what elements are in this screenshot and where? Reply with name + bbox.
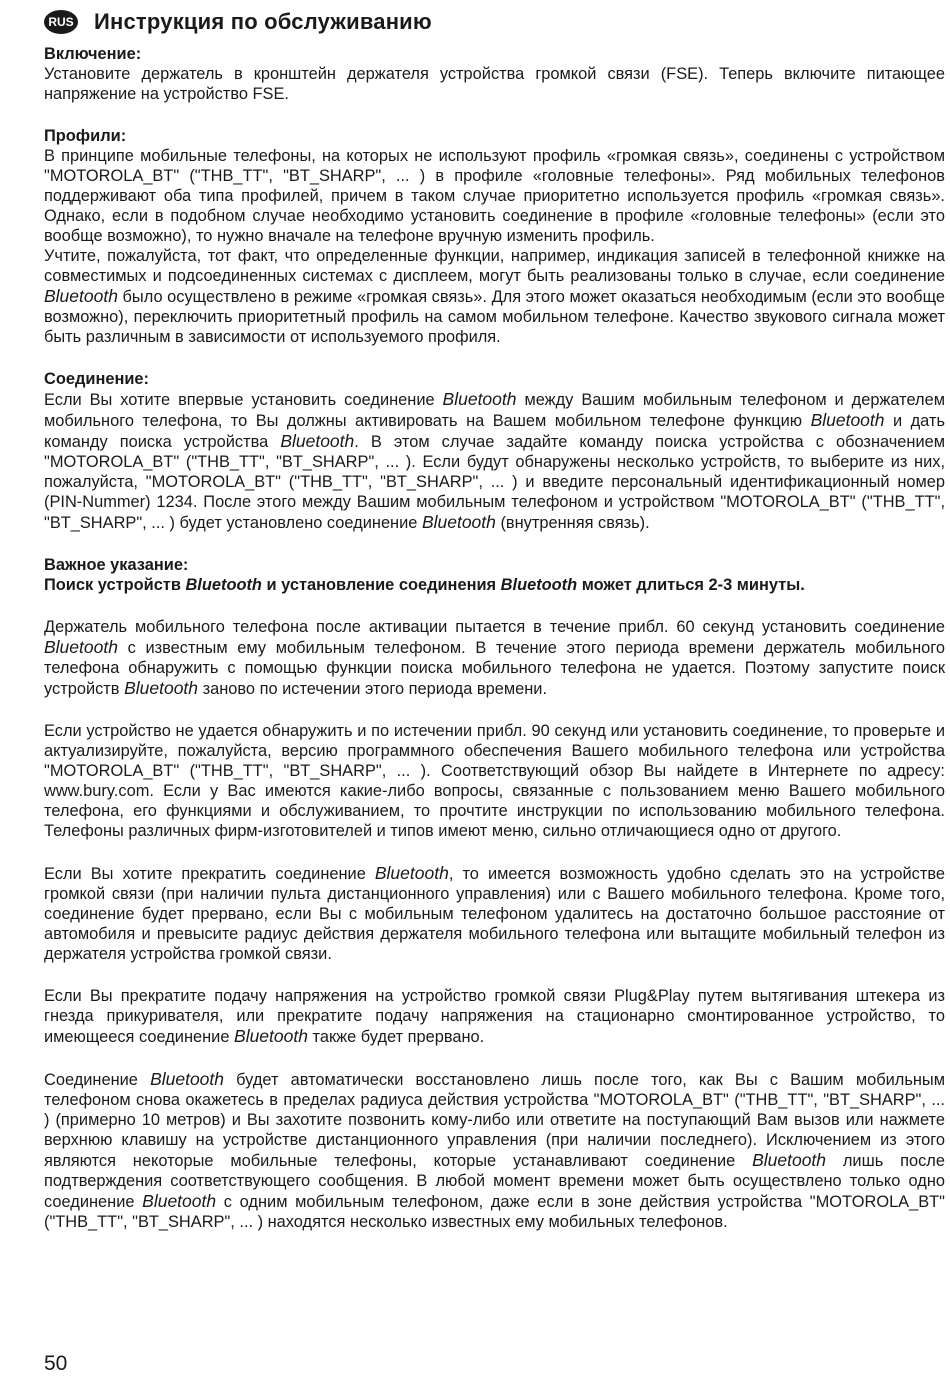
paragraph-connection: Если Вы хотите впервые установить соединение Bluetooth между Вашим мобильным телефоном и держателем мобильного телефона, то Вы должны активировать на Вашем мобильном телефоне функцию Bluetooth и дать команду поиска устройства Bluetooth. В этом случае задайте команду поиска устройства с обозначением "MOTOROLA_BT" ("THB_TT", "BT_SHARP", ... ). Если будут обнаружены несколько устройств, то выберите из них, пожалуйста, "MOTOROLA_BT" ("THB_TT", "BT_SHARP", ... ) и введите персональный идентификационный номер (PIN-Nummer) 1234. После этого между Вашим мобильным телефоном и устройством "MOTOROLA_BT" ("THB_TT", "BT_SHARP", ... ) будет установлено соединение Bluetooth (внутренняя связь). bbox=[44, 389, 946, 532]
paragraph-activation: Держатель мобильного телефона после активации пытается в течение прибл. 60 секунд установить соединение Bluetooth с известным ему мобильным телефоном. В течение этого периода времени держатель мобильного телефона обнаружить с помощью функции поиска мобильного телефона не удается. Поэтому запустите поиск устройств Bluetooth заново по истечении этого периода времени. bbox=[44, 618, 945, 698]
page-title: Инструкция по обслуживанию bbox=[94, 9, 432, 34]
paragraph-power-on: Установите держатель в кронштейн держателя устройства громкой связи (FSE). Теперь включите питающее напряжение на устройство FSE. bbox=[44, 65, 945, 103]
paragraph-software-update: Если устройство не удается обнаружить и по истечении прибл. 90 секунд или установить соединение, то проверьте и актуализируйте, пожалуйста, версию программного обеспечения Вашего мобильного телефона или устройства "MOTOROLA_BT" ("THB_TT", "BT_SHARP", ... ). Соответствующий обзор Вы найдете в Интернете по адресу: www.bury.com. Если у Вас имеются какие-либо вопросы, связанные с пользованием меню Вашего мобильного телефона, его функциями и обслуживанием, то прочтите инструкции по использованию мобильного телефона. Телефоны различных фирм-изготовителей и типов имеют меню, сильно отличающиеся одно от другого. bbox=[44, 722, 945, 840]
paragraph-reconnect: Соединение Bluetooth будет автоматически восстановлено лишь после того, как Вы с Вашим мобильным телефоном снова окажетесь в пределах радиуса действия устройства "MOTOROLA_BT" ("THB_TT", "BT_SHARP", ... ) (примерно 10 метров) и Вы захотите позвонить кому-либо или ответите на поступающий Вам вызов или нажмете верхнюю клавишу на устройстве дистанционного управления (при наличии последнего). Исключением из этого являются некоторые мобильные телефоны, которые устанавливают соединение Bluetooth лишь после подтверждения соответствующего сообщения. В любой момент времени может быть осуществлено только одно соединение Bluetooth с одним мобильным телефоном, даже если в зоне действия устройства "MOTOROLA_BT" ("THB_TT", "BT_SHARP", ... ) находятся несколько известных ему мобильных телефонов. bbox=[44, 1069, 945, 1231]
important-warning: Поиск устройств Bluetooth и установление соединения Bluetooth может длиться 2-3 минуты. bbox=[44, 576, 805, 594]
paragraph-power-off: Если Вы прекратите подачу напряжения на устройство громкой связи Plug&Play путем вытягивания штекера из гнезда прикуривателя, или прекратите подачу напряжения на стационарно смонтированное устройство, то имеющееся соединение Bluetooth также будет прервано. bbox=[44, 987, 945, 1046]
document-page bbox=[44, 6, 945, 1232]
section-heading-profiles: Профили: bbox=[44, 127, 127, 145]
language-badge: RUS bbox=[44, 10, 78, 34]
page-number: 50 bbox=[44, 1352, 68, 1375]
page-header bbox=[44, 6, 945, 38]
paragraph-disconnect: Если Вы хотите прекратить соединение Bluetooth, то имеется возможность удобно сделать это на устройстве громкой связи (при наличии пульта дистанционного управления) или с Вашего мобильного телефона. Кроме того, соединение будет прервано, если Вы с мобильным телефоном удалитесь на достаточно большое расстояние от автомобиля и превысите радиус действия держателя мобильного телефона или вытащите мобильный телефон из держателя устройства громкой связи. bbox=[44, 863, 945, 963]
section-heading-power-on: Включение: bbox=[44, 45, 142, 63]
paragraph-profiles-1: В принципе мобильные телефоны, на которых не используют профиль «громкая связь», соединены с устройством "MOTOROLA_BT" ("THB_TT", "BT_SHARP", ... ) в профиле «головные телефоны». Ряд мобильных телефонов поддерживают оба типа профилей, причем в таком случае приоритетно используется профиль «громкая связь». Однако, если в подобном случае необходимо установить соединение в профиле «головные телефоны» (если это вообще возможно), то нужно вначале на телефоне вручную изменить профиль. bbox=[44, 147, 945, 245]
section-heading-connection: Соединение: bbox=[44, 370, 150, 388]
section-heading-important-note: Важное указание: bbox=[44, 556, 189, 574]
paragraph-profiles-2: Учтите, пожалуйста, тот факт, что определенные функции, например, индикация записей в телефонной книжке на совместимых и подсоединенных системах с дисплеем, могут быть реализованы только в случае, если соединение Bluetooth было осуществлено в режиме «громкая связь». Для этого может оказаться необходимым (если это вообще возможно), переключить приоритетный профиль на самом мобильном телефоне. Качество звукового сигнала может быть различным в зависимости от используемого профиля. bbox=[44, 247, 945, 346]
